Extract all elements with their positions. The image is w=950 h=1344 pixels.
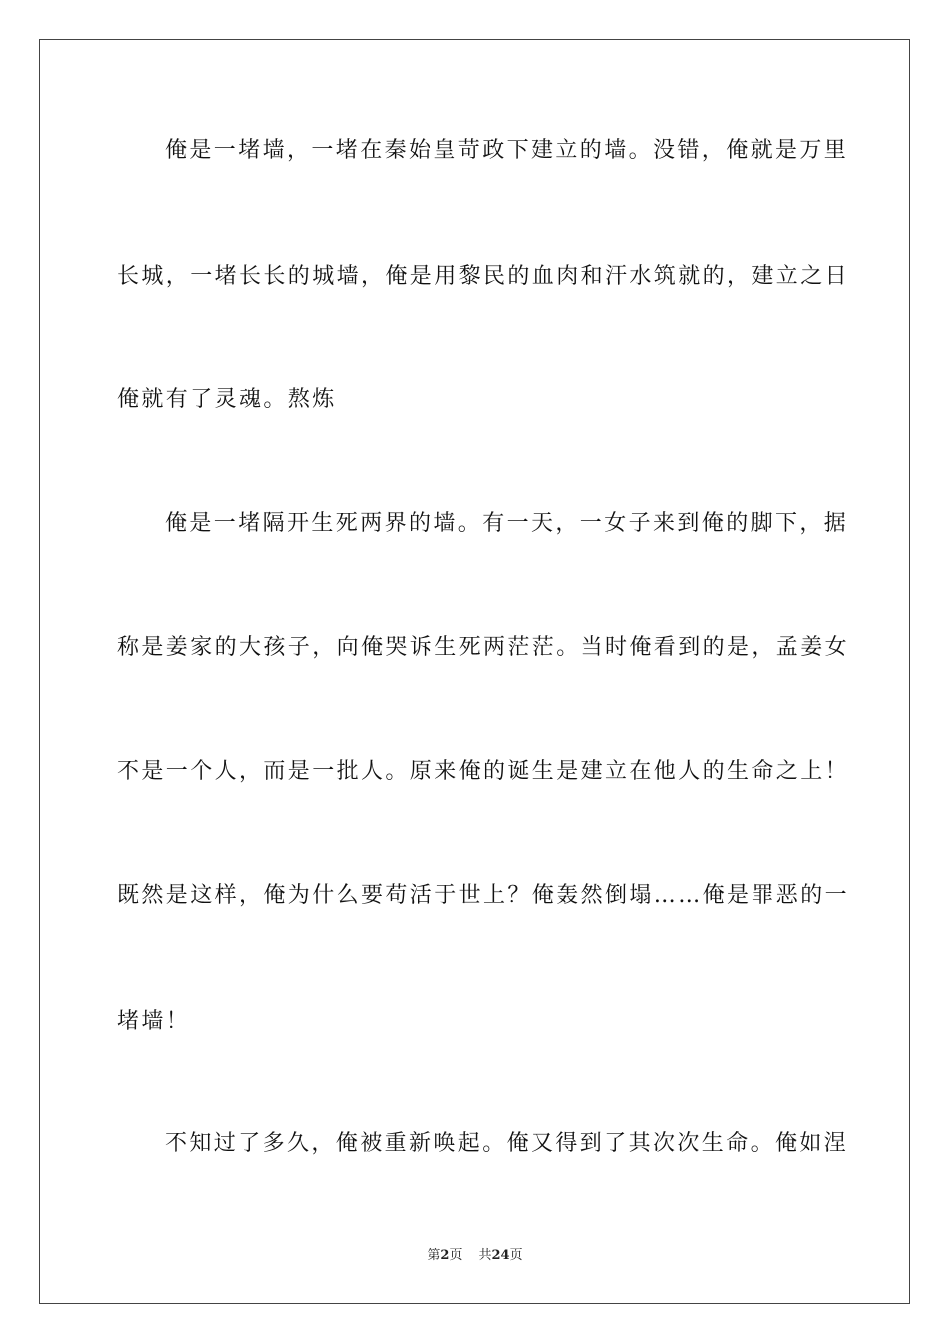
paragraph-1-line-2: 长城，一堵长长的城墙，俺是用黎民的血肉和汗水筑就的，建立之日 bbox=[117, 264, 850, 289]
paragraph-3-line-1: 不知过了多久，俺被重新唤起。俺又得到了其次次生命。俺如涅 bbox=[165, 1131, 849, 1156]
paragraph-1-line-1: 俺是一堵墙，一堵在秦始皇苛政下建立的墙。没错，俺就是万里 bbox=[165, 138, 849, 163]
page-border bbox=[39, 39, 910, 1304]
paragraph-2-line-4: 既然是这样，俺为什么要苟活于世上？俺轰然倒塌……俺是罪恶的一 bbox=[117, 883, 850, 908]
page-footer bbox=[0, 1248, 950, 1264]
paragraph-2-line-3: 不是一个人，而是一批人。原来俺的诞生是建立在他人的生命之上！ bbox=[117, 759, 850, 784]
paragraph-2-line-5: 堵墙！ bbox=[117, 1009, 191, 1034]
total-pages: 24 bbox=[491, 1248, 510, 1263]
page-suffix: 页 bbox=[449, 1248, 463, 1263]
paragraph-2-line-1: 俺是一堵隔开生死两界的墙。有一天，一女子来到俺的脚下，据 bbox=[165, 511, 849, 536]
total-suffix: 页 bbox=[509, 1248, 523, 1263]
total-prefix: 共 bbox=[478, 1248, 492, 1263]
paragraph-1-line-3: 俺就有了灵魂。熬炼 bbox=[117, 387, 337, 412]
page-prefix: 第 bbox=[427, 1248, 441, 1263]
paragraph-2-line-2: 称是姜家的大孩子，向俺哭诉生死两茫茫。当时俺看到的是，孟姜女 bbox=[117, 635, 850, 660]
page-number: 2 bbox=[440, 1248, 450, 1263]
